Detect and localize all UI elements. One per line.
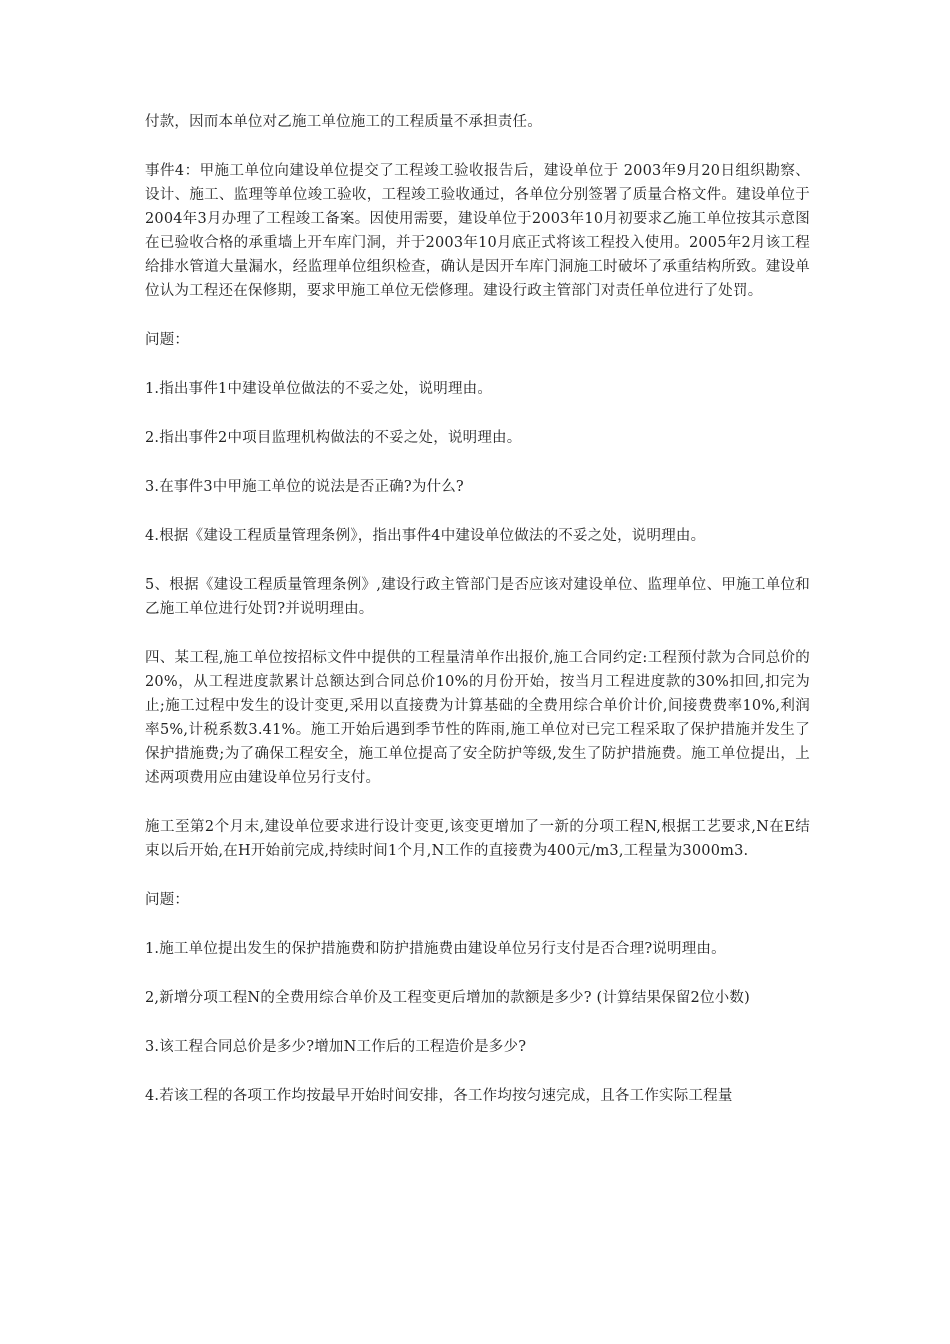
- paragraph: 事件4：甲施工单位向建设单位提交了工程竣工验收报告后，建设单位于 2003年9月20日组织勘察、设计、施工、监理等单位竣工验收，工程竣工验收通过，各单位分别签署了质量合格文件。建设单位于2004年3月办理了工程竣工备案。因使用需要，建设单位于2003年10月初要求乙施工单位按其示意图在已验收合格的承重墙上开车库门洞，并于2003年10月底正式将该工程投入使用。2005年2月该工程给排水管道大量漏水，经监理单位组织检查，确认是因开车库门洞施工时破坏了承重结构所致。建设单位认为工程还在保修期，要求甲施工单位无偿修理。建设行政主管部门对责任单位进行了处罚。: [145, 163, 810, 299]
- document-body: [145, 110, 810, 1133]
- paragraph: 四、某工程,施工单位按招标文件中提供的工程量清单作出报价,施工合同约定:工程预付款为合同总价的20%，从工程进度款累计总额达到合同总价10%的月份开始，按当月工程进度款的30%扣回,扣完为止;施工过程中发生的设计变更,采用以直接费为计算基础的全费用综合单价计价,间接费费率10%,利润率5%,计税系数3.41%。施工开始后遇到季节性的阵雨,施工单位对已完工程采取了保护措施并发生了保护措施费;为了确保工程安全，施工单位提高了安全防护等级,发生了防护措施费。施工单位提出，上述两项费用应由建设单位另行支付。: [145, 650, 810, 786]
- paragraph: 3.在事件3中甲施工单位的说法是否正确?为什么?: [145, 479, 464, 495]
- paragraph: 付款，因而本单位对乙施工单位施工的工程质量不承担责任。: [145, 114, 542, 130]
- paragraph: 5、根据《建设工程质量管理条例》,建设行政主管部门是否应该对建设单位、监理单位、甲施工单位和乙施工单位进行处罚?并说明理由。: [145, 577, 810, 617]
- paragraph: 4.若该工程的各项工作均按最早开始时间安排，各工作均按匀速完成，且各工作实际工程量: [145, 1088, 733, 1104]
- paragraph: 问题：: [145, 332, 190, 348]
- paragraph: 4.根据《建设工程质量管理条例》，指出事件4中建设单位做法的不妥之处，说明理由。: [145, 528, 706, 544]
- paragraph: 问题：: [145, 892, 190, 908]
- paragraph: 1.指出事件1中建设单位做法的不妥之处，说明理由。: [145, 381, 493, 397]
- paragraph: 2.指出事件2中项目监理机构做法的不妥之处，说明理由。: [145, 430, 522, 446]
- paragraph: 2,新增分项工程N的全费用综合单价及工程变更后增加的款额是多少? (计算结果保留2位小数): [145, 990, 750, 1006]
- paragraph: 3.该工程合同总价是多少?增加N工作后的工程造价是多少?: [145, 1039, 527, 1055]
- paragraph: 施工至第2个月末,建设单位要求进行设计变更,该变更增加了一新的分项工程N,根据工艺要求,N在E结束以后开始,在H开始前完成,持续时间1个月,N工作的直接费为400元/m3,工程量为3000m3.: [145, 819, 810, 859]
- paragraph: 1.施工单位提出发生的保护措施费和防护措施费由建设单位另行支付是否合理?说明理由。: [145, 941, 726, 957]
